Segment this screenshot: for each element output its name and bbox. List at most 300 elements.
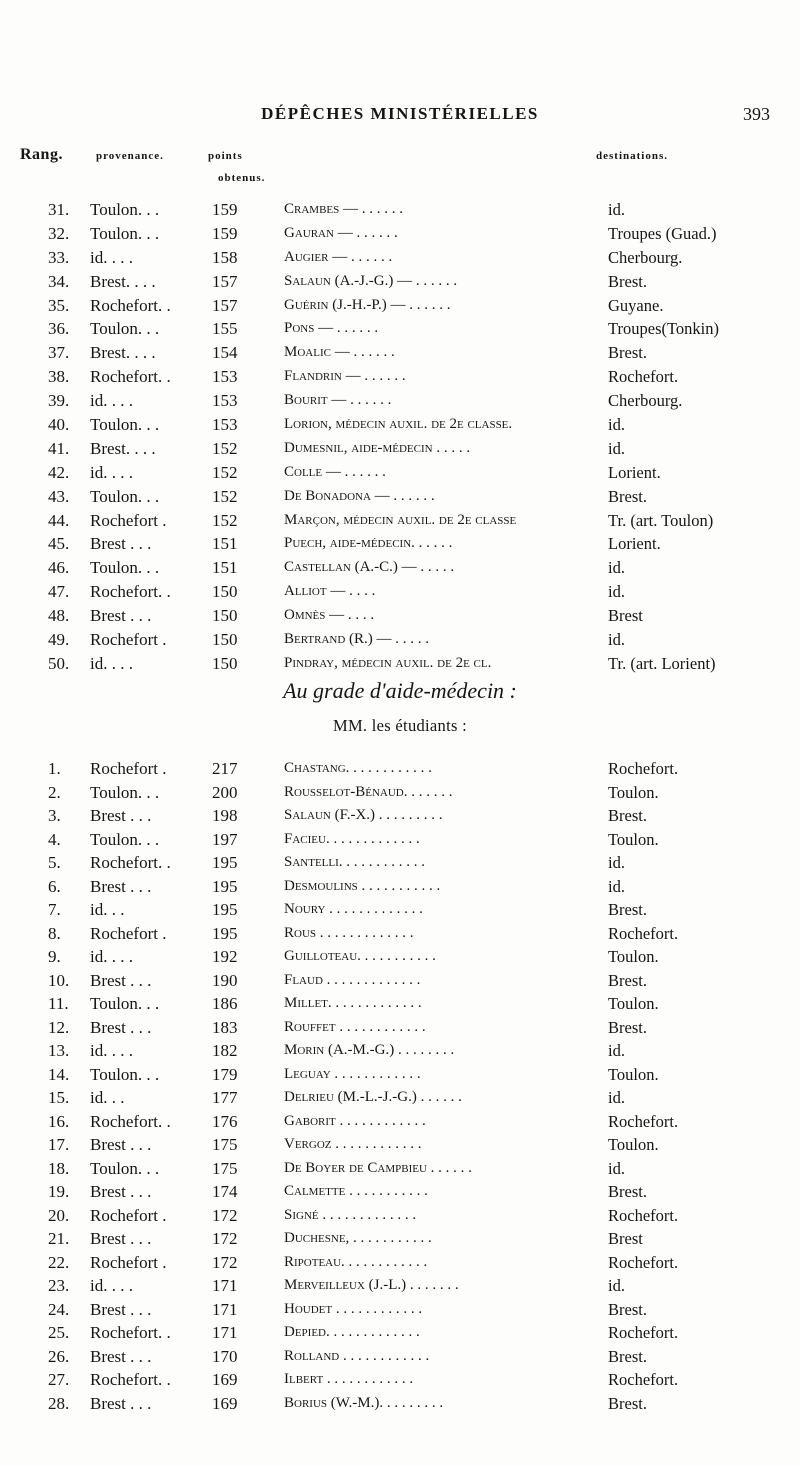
rank-cell: 21. bbox=[48, 1229, 70, 1248]
name-cell: Chastang. . . . . . . . . . . . bbox=[284, 760, 432, 776]
points-cell: 174 bbox=[212, 1182, 238, 1201]
name-cell: Lorion, médecin auxil. de 2e classe. bbox=[284, 416, 513, 433]
provenance-cell: Rochefort. . bbox=[90, 1370, 171, 1389]
name-cell: Santelli. . . . . . . . . . . . bbox=[284, 854, 426, 870]
provenance-cell: Brest . . . bbox=[90, 806, 152, 825]
rank-cell: 20. bbox=[48, 1205, 70, 1225]
destination-cell: Brest. bbox=[608, 1346, 647, 1366]
provenance-cell: id. . . . bbox=[90, 462, 133, 482]
rank-cell: 12. bbox=[48, 1017, 70, 1037]
rank-cell: 38. bbox=[48, 367, 70, 387]
section-b-table bbox=[0, 757, 800, 1415]
table-row bbox=[0, 1063, 800, 1087]
points-cell: 171 bbox=[212, 1323, 238, 1342]
section-a-table bbox=[0, 198, 800, 676]
page-number: 393 bbox=[743, 104, 770, 124]
destination-cell: Brest. bbox=[608, 1182, 647, 1201]
destination-cell: id. bbox=[608, 582, 625, 602]
provenance-cell: Brest . . . bbox=[90, 1346, 152, 1366]
rank-cell: 18. bbox=[48, 1158, 70, 1178]
provenance-cell: Brest . . . bbox=[90, 1229, 152, 1248]
destination-cell: id. bbox=[608, 200, 625, 219]
name-cell: Pindray, médecin auxil. de 2e cl. bbox=[284, 654, 492, 671]
table-row bbox=[0, 485, 800, 509]
name-cell: Flaud . . . . . . . . . . . . . bbox=[284, 971, 421, 988]
destination-cell: Lorient. bbox=[608, 462, 661, 482]
provenance-cell: Brest. . . . bbox=[90, 343, 156, 363]
rank-cell: 14. bbox=[48, 1064, 70, 1084]
rank-cell: 3. bbox=[48, 806, 61, 825]
points-cell: 159 bbox=[212, 223, 238, 243]
running-title: DÉPÊCHES MINISTÉRIELLES bbox=[261, 104, 539, 123]
name-cell: Dumesnil, aide-médecin . . . . . bbox=[284, 439, 471, 456]
rank-cell: 5. bbox=[48, 853, 61, 872]
name-cell: Bertrand (R.) — . . . . . bbox=[284, 631, 430, 648]
destination-cell: Tr. (art. Toulon) bbox=[608, 510, 714, 530]
provenance-cell: Rochefort. . bbox=[90, 853, 171, 872]
provenance-cell: Rochefort. . bbox=[90, 295, 171, 315]
provenance-cell: Toulon. . . bbox=[90, 223, 160, 243]
rank-cell: 48. bbox=[48, 606, 70, 626]
column-header-provenance: provenance. bbox=[96, 150, 164, 162]
name-cell: Ilbert . . . . . . . . . . . . bbox=[284, 1371, 414, 1387]
rank-cell: 32. bbox=[48, 223, 70, 243]
provenance-cell: id. . . . bbox=[90, 1041, 133, 1060]
rank-cell: 16. bbox=[48, 1111, 70, 1131]
column-header-points: points bbox=[208, 150, 243, 162]
name-cell: Signé . . . . . . . . . . . . . bbox=[284, 1206, 417, 1223]
destination-cell: Rochefort. bbox=[608, 1370, 679, 1389]
destination-cell: Brest. bbox=[608, 271, 647, 291]
table-row bbox=[0, 1016, 800, 1040]
provenance-cell: Rochefort . bbox=[90, 630, 167, 650]
rank-cell: 47. bbox=[48, 582, 70, 602]
section-subtitle: MM. les étudiants : bbox=[332, 716, 468, 735]
name-cell: Gauran — . . . . . . bbox=[284, 224, 398, 241]
rank-cell: 46. bbox=[48, 558, 70, 578]
rank-cell: 49. bbox=[48, 630, 70, 650]
name-cell: Rousselot-Bénaud. . . . . . . bbox=[284, 783, 453, 800]
destination-cell: Brest bbox=[608, 606, 643, 626]
provenance-cell: id. . . . bbox=[90, 1276, 133, 1295]
name-cell: Omnès — . . . . bbox=[284, 607, 375, 624]
rank-cell: 43. bbox=[48, 486, 70, 506]
provenance-cell: Brest . . . bbox=[90, 876, 152, 896]
name-cell: Alliot — . . . . bbox=[284, 583, 376, 600]
provenance-cell: Toulon. . . bbox=[90, 829, 160, 849]
table-row bbox=[0, 757, 800, 781]
provenance-cell: Brest . . . bbox=[90, 1182, 152, 1201]
points-cell: 153 bbox=[212, 391, 238, 411]
rank-cell: 4. bbox=[48, 829, 61, 849]
table-row bbox=[0, 1157, 800, 1181]
destination-cell: id. bbox=[608, 438, 625, 458]
name-cell: Leguay . . . . . . . . . . . . bbox=[284, 1065, 421, 1082]
table-row bbox=[0, 922, 800, 946]
table-row bbox=[0, 992, 800, 1016]
provenance-cell: Toulon. . . bbox=[90, 415, 160, 435]
table-row bbox=[0, 437, 800, 461]
destination-cell: Brest. bbox=[608, 1299, 647, 1319]
provenance-cell: Rochefort . bbox=[90, 759, 167, 778]
name-cell: Rouffet . . . . . . . . . . . . bbox=[284, 1018, 426, 1035]
destination-cell: Brest. bbox=[608, 486, 647, 506]
name-cell: Duchesne, . . . . . . . . . . . bbox=[284, 1230, 432, 1246]
rank-cell: 39. bbox=[48, 391, 70, 411]
table-row bbox=[0, 1321, 800, 1345]
destination-cell: id. bbox=[608, 876, 625, 896]
rank-cell: 13. bbox=[48, 1041, 70, 1060]
name-cell: Bourit — . . . . . . bbox=[284, 392, 392, 409]
destination-cell: Rochefort. bbox=[608, 1323, 679, 1342]
points-cell: 158 bbox=[212, 247, 238, 267]
table-row bbox=[0, 1110, 800, 1134]
destination-cell: id. bbox=[608, 1041, 625, 1060]
table-row bbox=[0, 389, 800, 413]
name-cell: Merveilleux (J.-L.) . . . . . . . bbox=[284, 1277, 459, 1293]
provenance-cell: id. . . . bbox=[90, 947, 133, 966]
name-cell: Gaborit . . . . . . . . . . . . bbox=[284, 1112, 426, 1129]
rank-cell: 22. bbox=[48, 1252, 70, 1272]
table-row bbox=[0, 246, 800, 270]
destination-cell: Brest. bbox=[608, 900, 647, 919]
destination-cell: Tr. (art. Lorient) bbox=[608, 653, 716, 673]
column-header-rang: Rang. bbox=[20, 146, 63, 163]
name-cell: Marçon, médecin auxil. de 2e classe bbox=[284, 511, 517, 528]
points-cell: 157 bbox=[212, 271, 238, 291]
points-cell: 192 bbox=[212, 947, 238, 966]
provenance-cell: Brest . . . bbox=[90, 1135, 152, 1154]
points-cell: 195 bbox=[212, 853, 238, 872]
table-row bbox=[0, 1274, 800, 1298]
points-cell: 175 bbox=[212, 1135, 238, 1154]
rank-cell: 15. bbox=[48, 1088, 70, 1107]
rank-cell: 19. bbox=[48, 1182, 70, 1201]
provenance-cell: Brest . . . bbox=[90, 1393, 152, 1413]
destination-cell: id. bbox=[608, 1276, 625, 1295]
table-row bbox=[0, 1392, 800, 1416]
table-row bbox=[0, 556, 800, 580]
points-cell: 154 bbox=[212, 343, 238, 363]
rank-cell: 50. bbox=[48, 653, 70, 673]
table-row bbox=[0, 1298, 800, 1322]
rank-cell: 2. bbox=[48, 782, 61, 802]
points-cell: 175 bbox=[212, 1158, 238, 1178]
destination-cell: Brest. bbox=[608, 970, 647, 990]
name-cell: Castellan (A.-C.) — . . . . . bbox=[284, 559, 455, 576]
name-cell: Millet. . . . . . . . . . . . . bbox=[284, 995, 422, 1011]
table-row bbox=[0, 413, 800, 437]
table-row bbox=[0, 532, 800, 556]
table-row bbox=[0, 628, 800, 652]
rank-cell: 41. bbox=[48, 438, 70, 458]
table-row bbox=[0, 1345, 800, 1369]
points-cell: 153 bbox=[212, 415, 238, 435]
rank-cell: 33. bbox=[48, 247, 70, 267]
provenance-cell: Rochefort. . bbox=[90, 367, 171, 387]
destination-cell: Toulon. bbox=[608, 782, 659, 802]
table-row bbox=[0, 341, 800, 365]
rank-cell: 7. bbox=[48, 900, 61, 919]
name-cell: Salaun (A.-J.-G.) — . . . . . . bbox=[284, 272, 458, 289]
name-cell: Augier — . . . . . . bbox=[284, 248, 393, 265]
table-row bbox=[0, 781, 800, 805]
table-row bbox=[0, 828, 800, 852]
name-cell: Colle — . . . . . . bbox=[284, 463, 386, 480]
destination-cell: Rochefort. bbox=[608, 367, 679, 387]
table-row bbox=[0, 1086, 800, 1110]
points-cell: 190 bbox=[212, 970, 238, 990]
points-cell: 186 bbox=[212, 994, 238, 1013]
rank-cell: 26. bbox=[48, 1346, 70, 1366]
table-row bbox=[0, 1204, 800, 1228]
provenance-cell: Rochefort . bbox=[90, 1252, 167, 1272]
provenance-cell: Toulon. . . bbox=[90, 486, 160, 506]
provenance-cell: Brest . . . bbox=[90, 1017, 152, 1037]
table-row bbox=[0, 945, 800, 969]
provenance-cell: Brest . . . bbox=[90, 970, 152, 990]
table-row bbox=[0, 898, 800, 922]
rank-cell: 11. bbox=[48, 994, 69, 1013]
name-cell: Morin (A.-M.-G.) . . . . . . . . bbox=[284, 1042, 455, 1058]
provenance-cell: Toulon. . . bbox=[90, 994, 160, 1013]
destination-cell: Toulon. bbox=[608, 994, 659, 1013]
destination-cell: id. bbox=[608, 1158, 625, 1178]
name-cell: Puech, aide-médecin. . . . . . bbox=[284, 535, 453, 552]
provenance-cell: Rochefort . bbox=[90, 510, 167, 530]
points-cell: 159 bbox=[212, 200, 238, 219]
destination-cell: Rochefort. bbox=[608, 1252, 679, 1272]
provenance-cell: Rochefort. . bbox=[90, 1111, 171, 1131]
points-cell: 150 bbox=[212, 606, 238, 626]
rank-cell: 9. bbox=[48, 947, 61, 966]
table-row bbox=[0, 1180, 800, 1204]
destination-cell: Guyane. bbox=[608, 295, 664, 315]
table-row bbox=[0, 652, 800, 676]
table-row bbox=[0, 1368, 800, 1392]
rank-cell: 31. bbox=[48, 200, 70, 219]
destination-cell: Brest. bbox=[608, 1017, 647, 1037]
points-cell: 150 bbox=[212, 653, 238, 673]
table-row bbox=[0, 365, 800, 389]
name-cell: Facieu. . . . . . . . . . . . . bbox=[284, 830, 420, 847]
table-row bbox=[0, 851, 800, 875]
provenance-cell: Brest . . . bbox=[90, 606, 152, 626]
provenance-cell: Toulon. . . bbox=[90, 782, 160, 802]
provenance-cell: Rochefort . bbox=[90, 1205, 167, 1225]
points-cell: 179 bbox=[212, 1064, 238, 1084]
points-cell: 171 bbox=[212, 1299, 238, 1319]
name-cell: Salaun (F.-X.) . . . . . . . . . bbox=[284, 807, 443, 823]
points-cell: 177 bbox=[212, 1088, 238, 1107]
table-row bbox=[0, 604, 800, 628]
name-cell: Guérin (J.-H.-P.) — . . . . . . bbox=[284, 296, 451, 313]
points-cell: 157 bbox=[212, 295, 238, 315]
table-row bbox=[0, 1251, 800, 1275]
provenance-cell: Brest. . . . bbox=[90, 438, 156, 458]
table-row bbox=[0, 1039, 800, 1063]
rank-cell: 44. bbox=[48, 510, 70, 530]
table-row bbox=[0, 875, 800, 899]
points-cell: 198 bbox=[212, 806, 238, 825]
destination-cell: id. bbox=[608, 558, 625, 578]
name-cell: De Boyer de Campbieu . . . . . . bbox=[284, 1159, 472, 1176]
destination-cell: Lorient. bbox=[608, 534, 661, 554]
table-row bbox=[0, 1133, 800, 1157]
name-cell: De Bonadona — . . . . . . bbox=[284, 487, 435, 504]
points-cell: 217 bbox=[212, 759, 238, 778]
points-cell: 152 bbox=[212, 510, 238, 530]
rank-cell: 27. bbox=[48, 1370, 70, 1389]
destination-cell: Troupes (Guad.) bbox=[608, 223, 717, 243]
table-row bbox=[0, 270, 800, 294]
destination-cell: Rochefort. bbox=[608, 923, 679, 943]
rank-cell: 28. bbox=[48, 1393, 70, 1413]
table-row bbox=[0, 804, 800, 828]
name-cell: Noury . . . . . . . . . . . . . bbox=[284, 901, 423, 917]
table-row bbox=[0, 509, 800, 533]
provenance-cell: Brest . . . bbox=[90, 534, 152, 554]
name-cell: Flandrin — . . . . . . bbox=[284, 368, 406, 385]
table-row bbox=[0, 317, 800, 341]
destination-cell: Cherbourg. bbox=[608, 247, 683, 267]
points-cell: 152 bbox=[212, 486, 238, 506]
points-cell: 195 bbox=[212, 923, 238, 943]
destination-cell: Troupes(Tonkin) bbox=[608, 319, 719, 339]
destination-cell: Brest. bbox=[608, 1393, 647, 1413]
points-cell: 172 bbox=[212, 1252, 238, 1272]
points-cell: 172 bbox=[212, 1205, 238, 1225]
name-cell: Crambes — . . . . . . bbox=[284, 201, 403, 217]
provenance-cell: id. . . bbox=[90, 900, 125, 919]
points-cell: 169 bbox=[212, 1370, 238, 1389]
name-cell: Pons — . . . . . . bbox=[284, 320, 379, 337]
name-cell: Desmoulins . . . . . . . . . . . bbox=[284, 877, 441, 894]
column-header-destinations: destinations. bbox=[596, 150, 668, 162]
rank-cell: 10. bbox=[48, 970, 70, 990]
table-row bbox=[0, 461, 800, 485]
destination-cell: Toulon. bbox=[608, 829, 659, 849]
rank-cell: 36. bbox=[48, 319, 70, 339]
points-cell: 172 bbox=[212, 1229, 238, 1248]
provenance-cell: id. . . . bbox=[90, 247, 133, 267]
destination-cell: Rochefort. bbox=[608, 1111, 679, 1131]
rank-cell: 24. bbox=[48, 1299, 70, 1319]
destination-cell: Cherbourg. bbox=[608, 391, 683, 411]
name-cell: Rolland . . . . . . . . . . . . bbox=[284, 1347, 430, 1364]
points-cell: 169 bbox=[212, 1393, 238, 1413]
rank-cell: 34. bbox=[48, 271, 70, 291]
points-cell: 152 bbox=[212, 438, 238, 458]
provenance-cell: Rochefort. . bbox=[90, 1323, 171, 1342]
points-cell: 150 bbox=[212, 630, 238, 650]
points-cell: 195 bbox=[212, 900, 238, 919]
points-cell: 151 bbox=[212, 558, 238, 578]
provenance-cell: Toulon. . . bbox=[90, 1158, 160, 1178]
rank-cell: 35. bbox=[48, 295, 70, 315]
table-row bbox=[0, 1227, 800, 1251]
rank-cell: 42. bbox=[48, 462, 70, 482]
section-title: Au grade d'aide-médecin : bbox=[283, 678, 517, 703]
destination-cell: id. bbox=[608, 630, 625, 650]
destination-cell: Brest. bbox=[608, 343, 647, 363]
name-cell: Houdet . . . . . . . . . . . . bbox=[284, 1300, 423, 1317]
points-cell: 170 bbox=[212, 1346, 238, 1366]
provenance-cell: Brest . . . bbox=[90, 1299, 152, 1319]
destination-cell: id. bbox=[608, 853, 625, 872]
provenance-cell: Toulon. . . bbox=[90, 558, 160, 578]
rank-cell: 23. bbox=[48, 1276, 70, 1295]
name-cell: Guilloteau. . . . . . . . . . . bbox=[284, 948, 436, 964]
rank-cell: 17. bbox=[48, 1135, 70, 1154]
rank-cell: 37. bbox=[48, 343, 70, 363]
destination-cell: Brest. bbox=[608, 806, 647, 825]
points-cell: 176 bbox=[212, 1111, 238, 1131]
name-cell: Calmette . . . . . . . . . . . bbox=[284, 1183, 428, 1199]
column-header-obtenus: obtenus. bbox=[218, 172, 266, 184]
name-cell: Rous . . . . . . . . . . . . . bbox=[284, 924, 414, 941]
destination-cell: Brest bbox=[608, 1229, 643, 1248]
points-cell: 153 bbox=[212, 367, 238, 387]
name-cell: Depied. . . . . . . . . . . . . bbox=[284, 1324, 420, 1340]
rank-cell: 8. bbox=[48, 923, 61, 943]
provenance-cell: Toulon. . . bbox=[90, 200, 160, 219]
provenance-cell: id. . . bbox=[90, 1088, 125, 1107]
destination-cell: Rochefort. bbox=[608, 759, 679, 778]
destination-cell: Toulon. bbox=[608, 1135, 659, 1154]
rank-cell: 6. bbox=[48, 876, 61, 896]
provenance-cell: id. . . . bbox=[90, 653, 133, 673]
table-row bbox=[0, 222, 800, 246]
destination-cell: id. bbox=[608, 1088, 625, 1107]
rank-cell: 45. bbox=[48, 534, 70, 554]
provenance-cell: Rochefort . bbox=[90, 923, 167, 943]
points-cell: 152 bbox=[212, 462, 238, 482]
provenance-cell: Toulon. . . bbox=[90, 319, 160, 339]
provenance-cell: Rochefort. . bbox=[90, 582, 171, 602]
rank-cell: 25. bbox=[48, 1323, 70, 1342]
points-cell: 197 bbox=[212, 829, 238, 849]
points-cell: 150 bbox=[212, 582, 238, 602]
provenance-cell: id. . . . bbox=[90, 391, 133, 411]
name-cell: Moalic — . . . . . . bbox=[284, 344, 395, 361]
destination-cell: Toulon. bbox=[608, 947, 659, 966]
destination-cell: Rochefort. bbox=[608, 1205, 679, 1225]
name-cell: Borius (W.-M.). . . . . . . . . bbox=[284, 1394, 444, 1411]
rank-cell: 40. bbox=[48, 415, 70, 435]
running-head bbox=[0, 104, 800, 134]
provenance-cell: Brest. . . . bbox=[90, 271, 156, 291]
destination-cell: Toulon. bbox=[608, 1064, 659, 1084]
points-cell: 182 bbox=[212, 1041, 238, 1060]
name-cell: Delrieu (M.-L.-J.-G.) . . . . . . bbox=[284, 1089, 462, 1105]
points-cell: 151 bbox=[212, 534, 238, 554]
points-cell: 200 bbox=[212, 782, 238, 802]
table-row bbox=[0, 969, 800, 993]
points-cell: 171 bbox=[212, 1276, 238, 1295]
table-row bbox=[0, 580, 800, 604]
table-row bbox=[0, 294, 800, 318]
table-row bbox=[0, 198, 800, 222]
points-cell: 183 bbox=[212, 1017, 238, 1037]
name-cell: Vergoz . . . . . . . . . . . . bbox=[284, 1136, 422, 1152]
name-cell: Ripoteau. . . . . . . . . . . . bbox=[284, 1253, 428, 1270]
provenance-cell: Toulon. . . bbox=[90, 1064, 160, 1084]
points-cell: 155 bbox=[212, 319, 238, 339]
points-cell: 195 bbox=[212, 876, 238, 896]
destination-cell: id. bbox=[608, 415, 625, 435]
rank-cell: 1. bbox=[48, 759, 61, 778]
